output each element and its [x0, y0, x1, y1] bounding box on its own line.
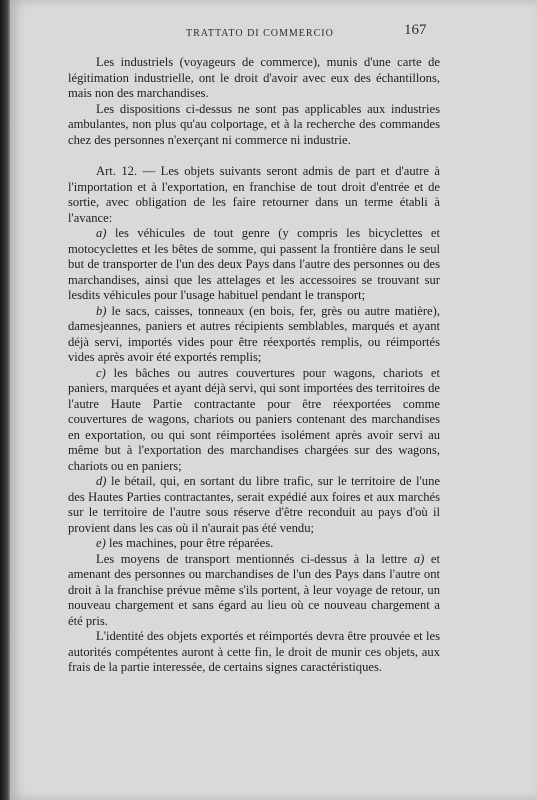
list-item-c [68, 366, 440, 475]
list-item-b [68, 304, 440, 366]
item-text: le sacs, caisses, tonneaux (en bois, fer, grès ou autre matière), damesjeannes, paniers et autres récipients semblables, marqués et ayant déjà servi, importés vides pour être réexportés remplis, ou réimportés vides après avoir été exportés remplis; [68, 303, 440, 364]
paragraph-end: et amenant des personnes ou marchandises de l'un des Pays dans l'autre ont droit à la franchise prévue même s'ils portent, à leur voyage de retour, un nouveau chargement et sans égard au lieu où ce nouveau chargement a été pris. [68, 551, 440, 628]
page-text [68, 55, 440, 676]
paragraph-identite: L'identité des objets exportés et réimportés devra être prouvée et les autorités compétentes auront à cette fin, le droit de munir ces objets, aux frais de la partie interessée, de certains signes caractéristiques. [68, 629, 440, 674]
item-text: le bétail, qui, en sortant du libre trafic, sur le territoire de l'une des Hautes Parties contractantes, serait expédié aux foires et aux marchés sur le territoire de l'autre sous réserve d'être reconduit au pays d'où il provient dans les cas où il n'aurait pas été vendu; [68, 474, 440, 535]
page-number: 167 [404, 22, 427, 38]
item-letter: d) [96, 474, 107, 488]
item-text: les machines, pour être réparées. [105, 536, 274, 550]
item-text: les véhicules de tout genre (y compris les bicyclettes et motocyclettes et les bêtes de somme, qui passent la frontière dans le seul but de transporter de l'un des deux Pays dans l'autre des personnes ou des marchandises, ainsi que les attelages et les accessoires se trouvant sur lesdits véhicules pour l'usage habituel pendant le transport; [68, 226, 440, 302]
paragraph-start: Les moyens de transport mentionnés ci-dessus à la lettre [96, 551, 414, 566]
item-letter: a) [413, 551, 425, 566]
list-item-e [68, 536, 440, 552]
book-page [10, 0, 537, 800]
paragraph-dispositions: Les dispositions ci-dessus ne sont pas applicables aux industries ambulantes, non plus qu'au colportage, et à la recherche des commandes chez des personnes n'exerçant ni commerce ni industrie. [68, 101, 440, 147]
list-item-a [68, 226, 440, 304]
list-item-d [68, 474, 440, 536]
item-text: les bâches ou autres couvertures pour wagons, chariots et paniers, marquées et ayant déjà servi, qui sont importées des territoires de l'autre Haute Partie contractante pour être réexportées comme couvertures de wagons, chariots ou paniers contenant des marchandises en exportation, ou qui sont réimportées isolément après avoir servi au même but à l'exportation des marchandises chargées sur des wagons, chariots ou en paniers; [68, 365, 440, 473]
item-letter: c) [96, 365, 106, 380]
item-letter: e) [96, 536, 106, 550]
item-letter: b) [96, 303, 107, 318]
paragraph-industriels: Les industriels (voyageurs de commerce), munis d'une carte de légitimation industrielle, ont le droit d'avoir avec eux des échantillons, mais non des marchandises. [68, 55, 440, 100]
item-letter: a) [96, 226, 107, 240]
article-12-intro: Art. 12. — Les objets suivants seront admis de part et d'autre à l'importation et à l'exportation, en franchise de tout droit d'entrée et de sortie, avec obligation de les faire retourner dans un terme établi à l'avance: [68, 164, 440, 225]
running-head: TRATTATO DI COMMERCIO [186, 28, 334, 39]
paragraph-moyens [68, 552, 440, 630]
